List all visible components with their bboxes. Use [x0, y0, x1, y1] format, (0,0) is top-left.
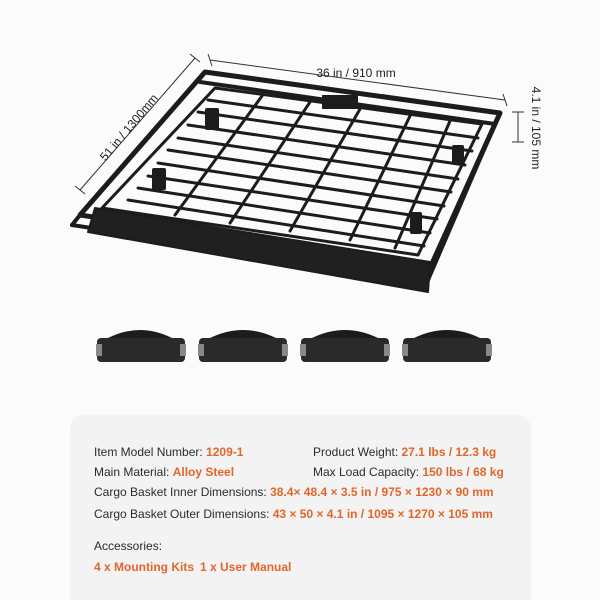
material-row: [94, 465, 234, 479]
outer-dimensions-row: [94, 507, 493, 521]
load-capacity-label: Max Load Capacity:: [313, 465, 420, 479]
accessories-label: Accessories:: [94, 539, 163, 553]
inner-dimensions-row: [94, 485, 494, 499]
product-weight-value: 27.1 lbs / 12.3 kg: [401, 445, 497, 459]
model-number-value: 1209-1: [206, 445, 244, 459]
material-value: Alloy Steel: [172, 465, 235, 479]
outer-dimensions-label: Cargo Basket Outer Dimensions:: [94, 507, 270, 521]
cargo-basket: [72, 72, 500, 292]
load-capacity-value: 150 lbs / 68 kg: [422, 465, 504, 479]
mounting-kit-2: [198, 330, 288, 362]
mounting-kit-1: [96, 330, 186, 362]
accessory-item: 1 x User Manual: [200, 560, 292, 574]
model-number-row: [94, 445, 243, 459]
model-number-label: Item Model Number:: [94, 445, 203, 459]
accessories-list: [94, 560, 291, 574]
accessory-item: 4 x Mounting Kits: [94, 560, 194, 574]
width-dimension-label: 36 in / 910 mm: [316, 66, 396, 80]
height-dimension-line: [512, 112, 524, 142]
height-dimension-label: 4.1 in / 105 mm: [529, 86, 543, 170]
mounting-kit-3: [300, 330, 390, 362]
spec-card: [70, 415, 531, 600]
inner-dimensions-value: 38.4× 48.4 × 3.5 in / 975 × 1230 × 90 mm: [270, 485, 494, 499]
mounting-kit-4: [402, 330, 492, 362]
inner-dimensions-label: Cargo Basket Inner Dimensions:: [94, 485, 267, 499]
product-weight-label: Product Weight:: [313, 445, 399, 459]
load-capacity-row: [313, 465, 504, 479]
outer-dimensions-value: 43 × 50 × 4.1 in / 1095 × 1270 × 105 mm: [272, 507, 493, 521]
product-weight-row: [313, 445, 496, 459]
depth-dimension-label: 51 in / 1300mm: [96, 91, 161, 164]
material-label: Main Material:: [94, 465, 170, 479]
